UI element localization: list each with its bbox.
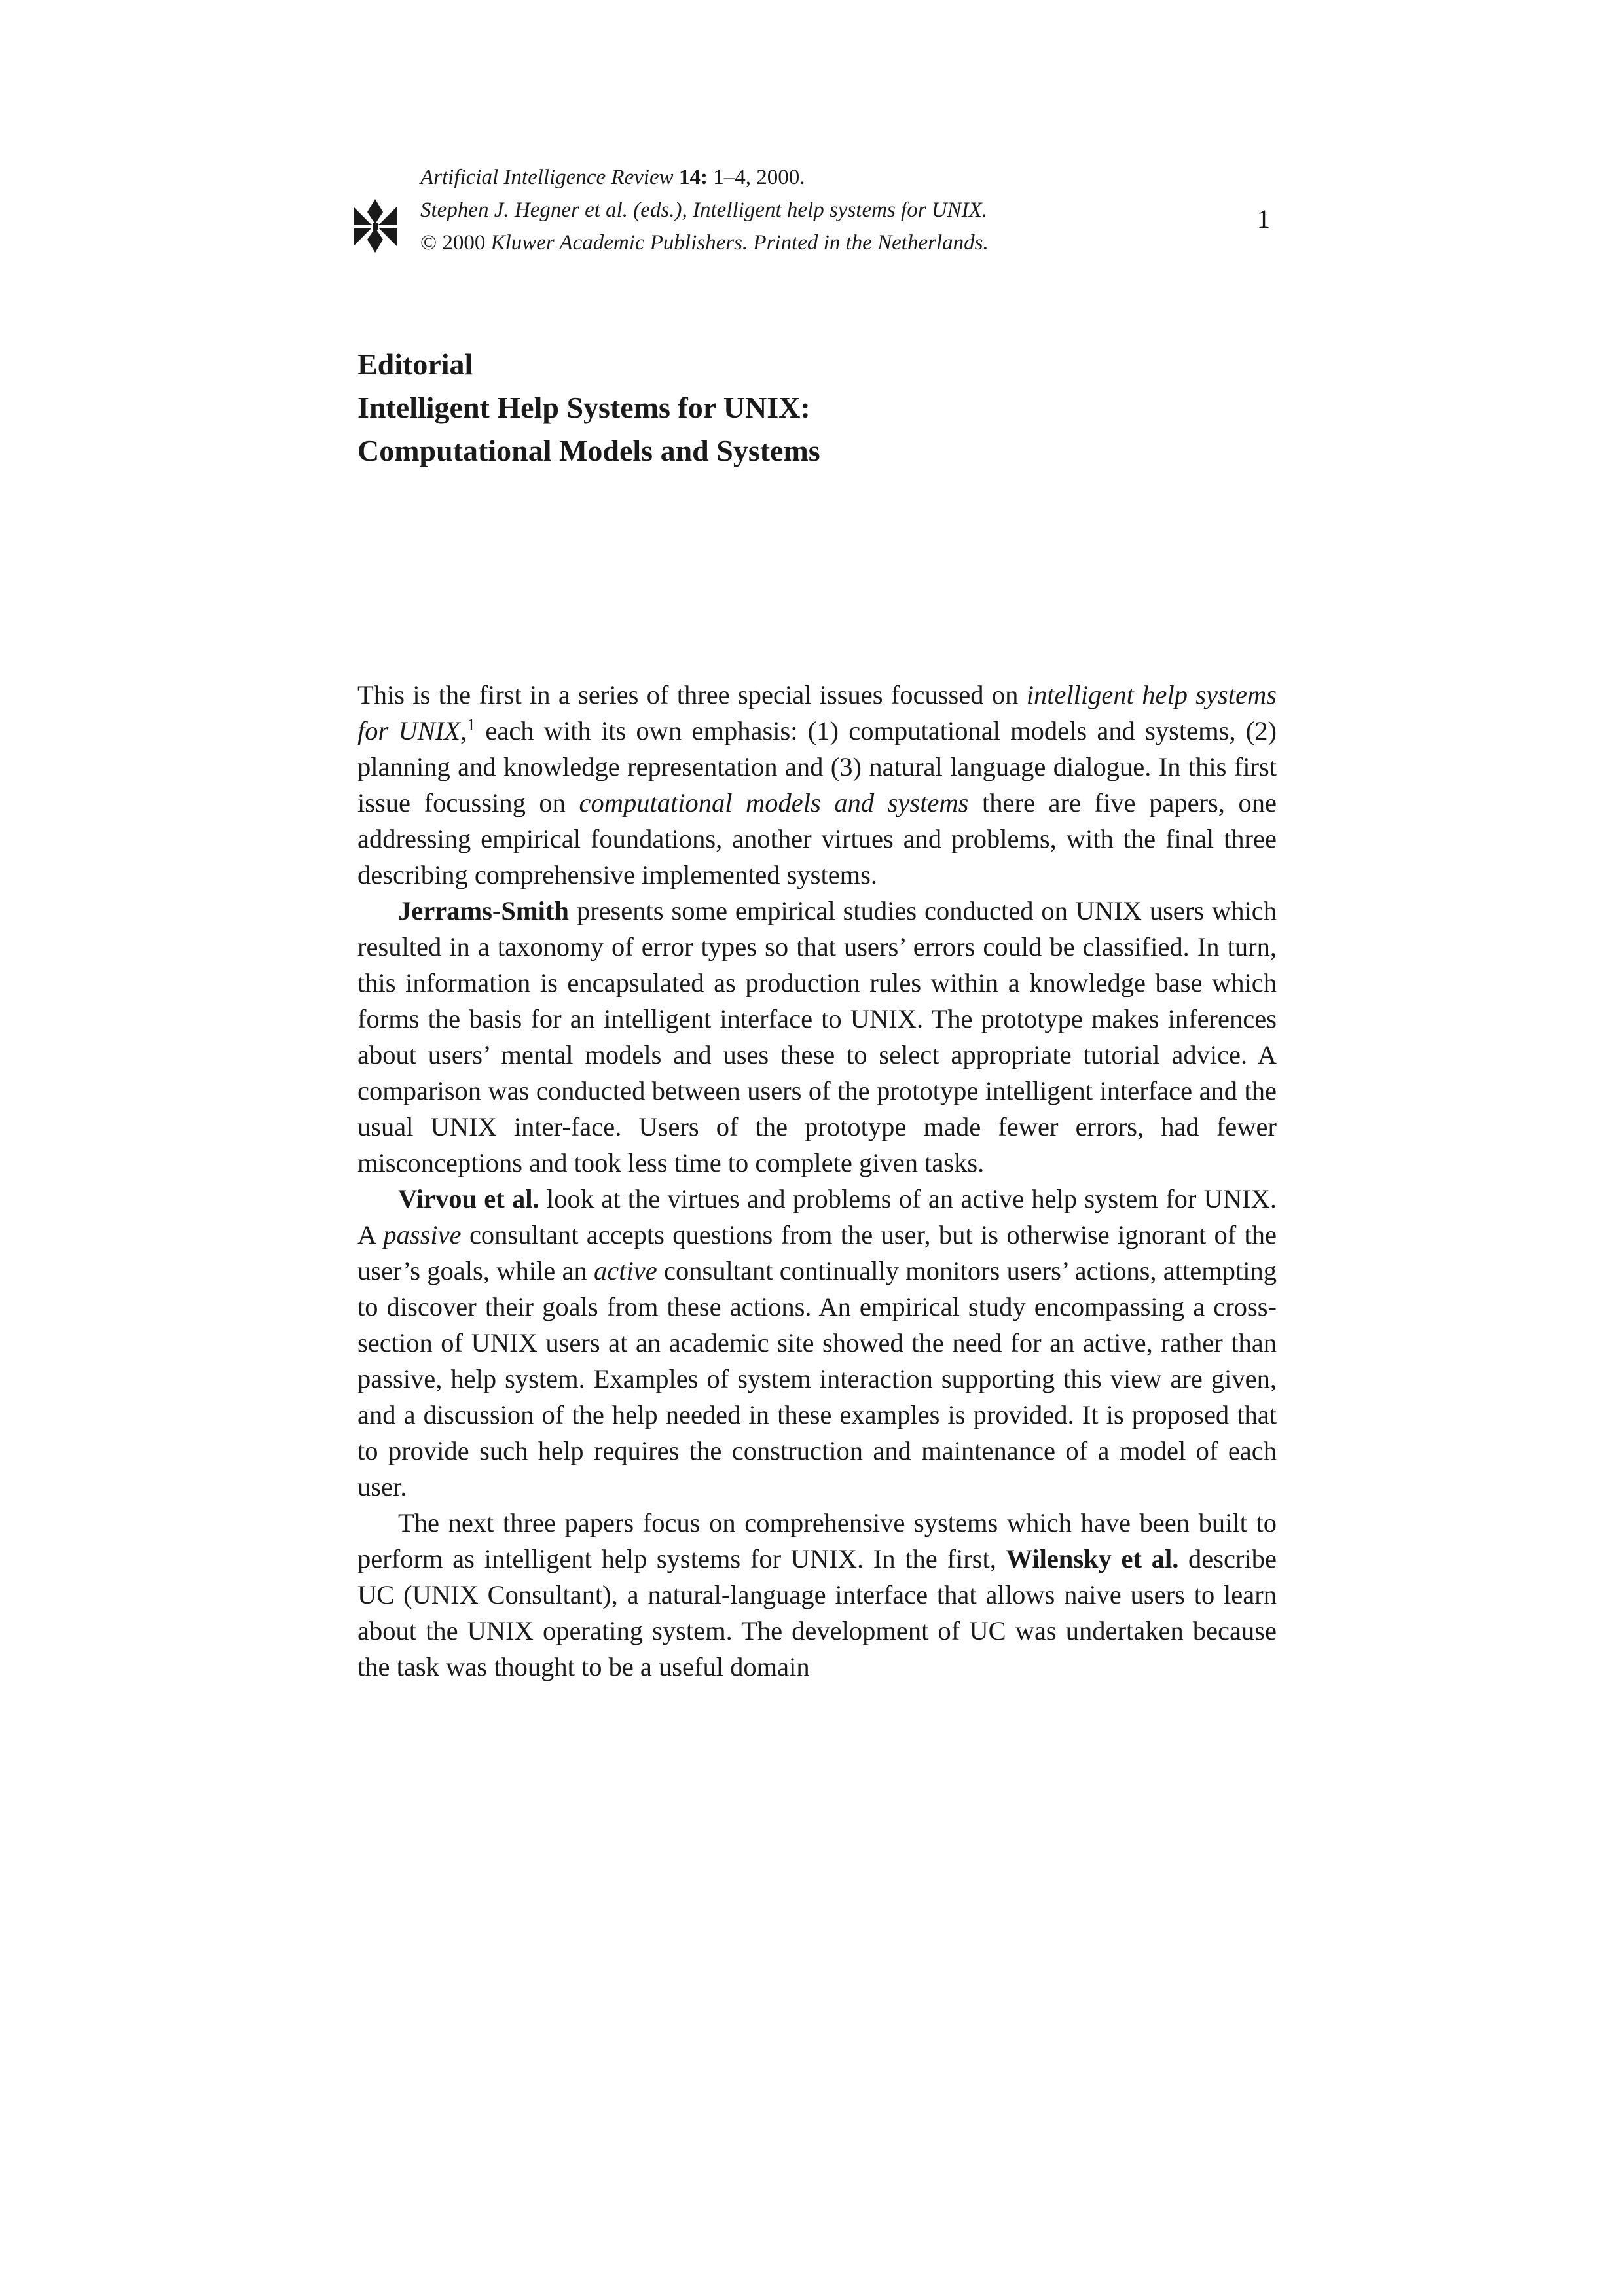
page-number: 1 <box>1257 204 1270 234</box>
author-jerrams-smith: Jerrams-Smith <box>398 896 569 925</box>
title-line-3: Computational Models and Systems <box>357 434 820 467</box>
virvou-text-b: consultant accepts questions from the user, but is otherwise ignorant of the user’s goals, while an <box>357 1220 1277 1285</box>
virvou-text-c: consultant continually monitors users’ actions, attempting to discover their goals from these actions. An empirical study encompassing a cross-section of UNIX users at an academic site showed the need for an active, rather than passive, help system. Examples of system interaction supporting this view are given, and a discussion of the help needed in these examples is provided. It is proposed that to provide such help requires the construction and maintenance of a model of each user. <box>357 1256 1277 1501</box>
publisher-logo-icon <box>354 199 397 253</box>
journal-volume: 14: <box>678 166 708 189</box>
citation-line-copyright <box>420 226 989 259</box>
paragraph-intro <box>357 677 1277 893</box>
copyright-prefix: © 2000 <box>420 231 486 255</box>
intro-text-a: This is the first in a series of three special issues focussed on <box>357 680 1027 709</box>
jerrams-smith-text: presents some empirical studies conducted on UNIX users which resulted in a taxonomy of error types so that users’ errors could be classified. In turn, this information is encapsulated as production rules within a knowledge base which forms the basis for an intelligent interface to UNIX. The prototype makes inferences about users’ mental models and uses these to select appropriate tutorial advice. A comparison was conducted between users of the prototype intelligent interface and the usual UNIX inter-face. Users of the prototype made fewer errors, had fewer misconceptions and took less time to complete given tasks. <box>357 896 1277 1177</box>
emphasis-active: active <box>594 1256 657 1285</box>
title-line-1: Editorial <box>357 348 473 381</box>
intro-emphasis-issue: computational models and systems <box>579 788 969 817</box>
intro-text-d: there are five papers, one addressing empirical foundations, another virtues and problems, with the final three describing comprehensive implemented systems. <box>357 788 1277 889</box>
systems-text-b: describe UC (UNIX Consultant), a natural-language interface that allows naive users to learn about the UNIX operating system. The development of UC was undertaken because the task was thought to be a useful domain <box>357 1544 1277 1681</box>
intro-comma: , <box>460 716 467 745</box>
article-body <box>357 677 1277 1685</box>
journal-pages-year: 1–4, 2000. <box>713 166 805 189</box>
paragraph-virvou <box>357 1181 1277 1505</box>
systems-text-a: The next three papers focus on comprehensive systems which have been built to perform as intelligent help systems for UNIX. In the first, <box>357 1508 1277 1573</box>
paragraph-jerrams-smith <box>357 893 1277 1181</box>
publisher-text: Kluwer Academic Publishers. Printed in the Netherlands. <box>490 231 989 255</box>
virvou-text-a: look at the virtues and problems of an active help system for UNIX. A <box>357 1184 1277 1249</box>
citation-line-editors <box>420 194 989 226</box>
running-header <box>354 161 1303 259</box>
citation-block <box>420 161 989 259</box>
emphasis-passive: passive <box>383 1220 462 1249</box>
footnote-marker[interactable]: 1 <box>467 715 476 734</box>
intro-emphasis-topic: intelligent help systems for UNIX <box>357 680 1277 745</box>
journal-name: Artificial Intelligence Review <box>420 166 674 189</box>
author-wilensky: Wilensky et al. <box>1006 1544 1179 1573</box>
editors-text: Stephen J. Hegner et al. (eds.), Intelligent help systems for UNIX. <box>420 198 988 222</box>
paragraph-comprehensive-systems <box>357 1505 1277 1685</box>
title-line-2: Intelligent Help Systems for UNIX: <box>357 391 811 424</box>
article-title <box>357 343 1274 473</box>
intro-text-c: each with its own emphasis: (1) computational models and systems, (2) planning and knowledge representation and (3) natural language dialogue. In this first issue focussing on <box>357 716 1277 817</box>
citation-line-journal <box>420 161 989 194</box>
author-virvou: Virvou et al. <box>398 1184 539 1213</box>
